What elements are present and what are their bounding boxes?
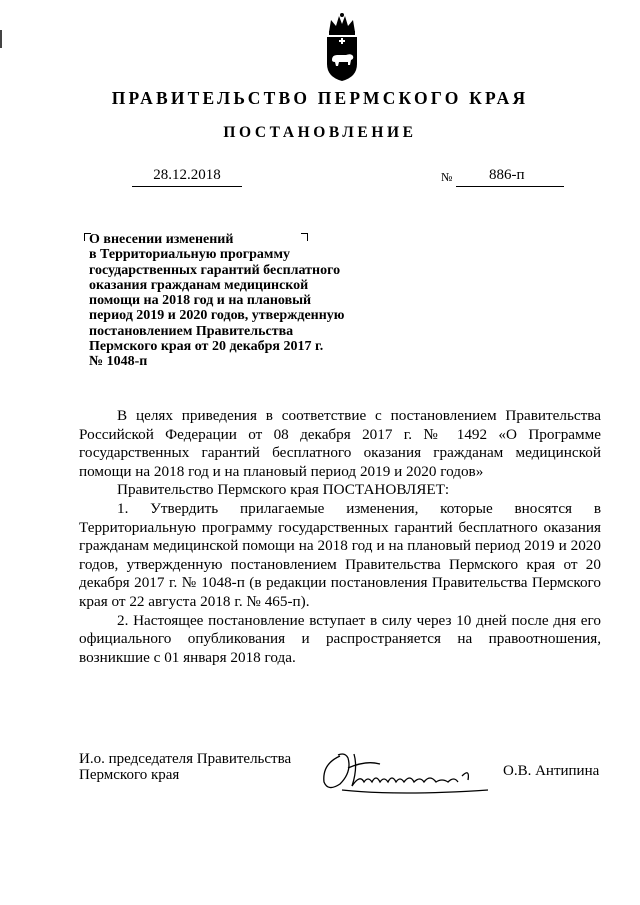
document-subject xyxy=(89,232,389,370)
item-2-paragraph: 2. Настоящее постановление вступает в силу через 10 дней после дня его официального опубликования и распространяется на правоотношения, возникшие с 01 января 2018 года. xyxy=(79,611,601,666)
government-title: ПРАВИТЕЛЬСТВО ПЕРМСКОГО КРАЯ xyxy=(111,88,529,108)
preamble-paragraph: В целях приведения в соответствие с постановлением Правительства Российской Федерации от 08 декабря 2017 г. № 1492 «О Программе государственных гарантий бесплатного оказания гражданам медицинской помощи на 2018 год и на плановый период 2019 и 2020 годов» xyxy=(79,407,601,480)
document-number: 886-п xyxy=(489,167,525,183)
signatory-title-line: И.о. председателя Правительства xyxy=(79,751,292,767)
document-type: ПОСТАНОВЛЕНИЕ xyxy=(223,124,417,141)
coat-of-arms-icon xyxy=(322,12,362,82)
subject-line: государственных гарантий бесплатного xyxy=(89,262,341,278)
document-body xyxy=(79,407,601,667)
subject-line: период 2019 и 2020 годов, утвержденную xyxy=(89,308,345,324)
number-sign: № xyxy=(441,170,453,184)
subject-line: Пермского края от 20 декабря 2017 г. xyxy=(89,339,324,355)
subject-line: помощи на 2018 год и на плановый xyxy=(89,293,312,309)
page-edge-mark xyxy=(0,30,2,48)
signatory-name: О.В. Антипина xyxy=(503,763,600,779)
subject-line: постановлением Правительства xyxy=(89,323,294,339)
signatory-title xyxy=(79,752,291,783)
document-date: 28.12.2018 xyxy=(132,167,242,187)
document-number-field xyxy=(456,167,564,187)
resolves-paragraph: Правительство Пермского края ПОСТАНОВЛЯЕТ: xyxy=(117,481,450,499)
subject-line: № 1048-п xyxy=(89,354,148,370)
subject-line: в Территориальную программу xyxy=(89,247,290,263)
handwritten-signature xyxy=(318,746,498,798)
signatory-title-line: Пермского края xyxy=(79,766,180,783)
subject-line: О внесении изменений xyxy=(89,232,234,247)
subject-line: оказания гражданам медицинской xyxy=(89,277,309,293)
item-1-paragraph: 1. Утвердить прилагаемые изменения, которые вносятся в Территориальную программу государственных гарантий бесплатного оказания гражданам медицинской помощи на 2018 год и на плановый период 2019 и 2020 годов, утвержденную постановлением Правительства Пермского края от 20 декабря 2017 г. № 1048-п (в редакции постановления Правительства Пермского края от 22 августа 2018 г. № 465-п). xyxy=(79,499,601,610)
